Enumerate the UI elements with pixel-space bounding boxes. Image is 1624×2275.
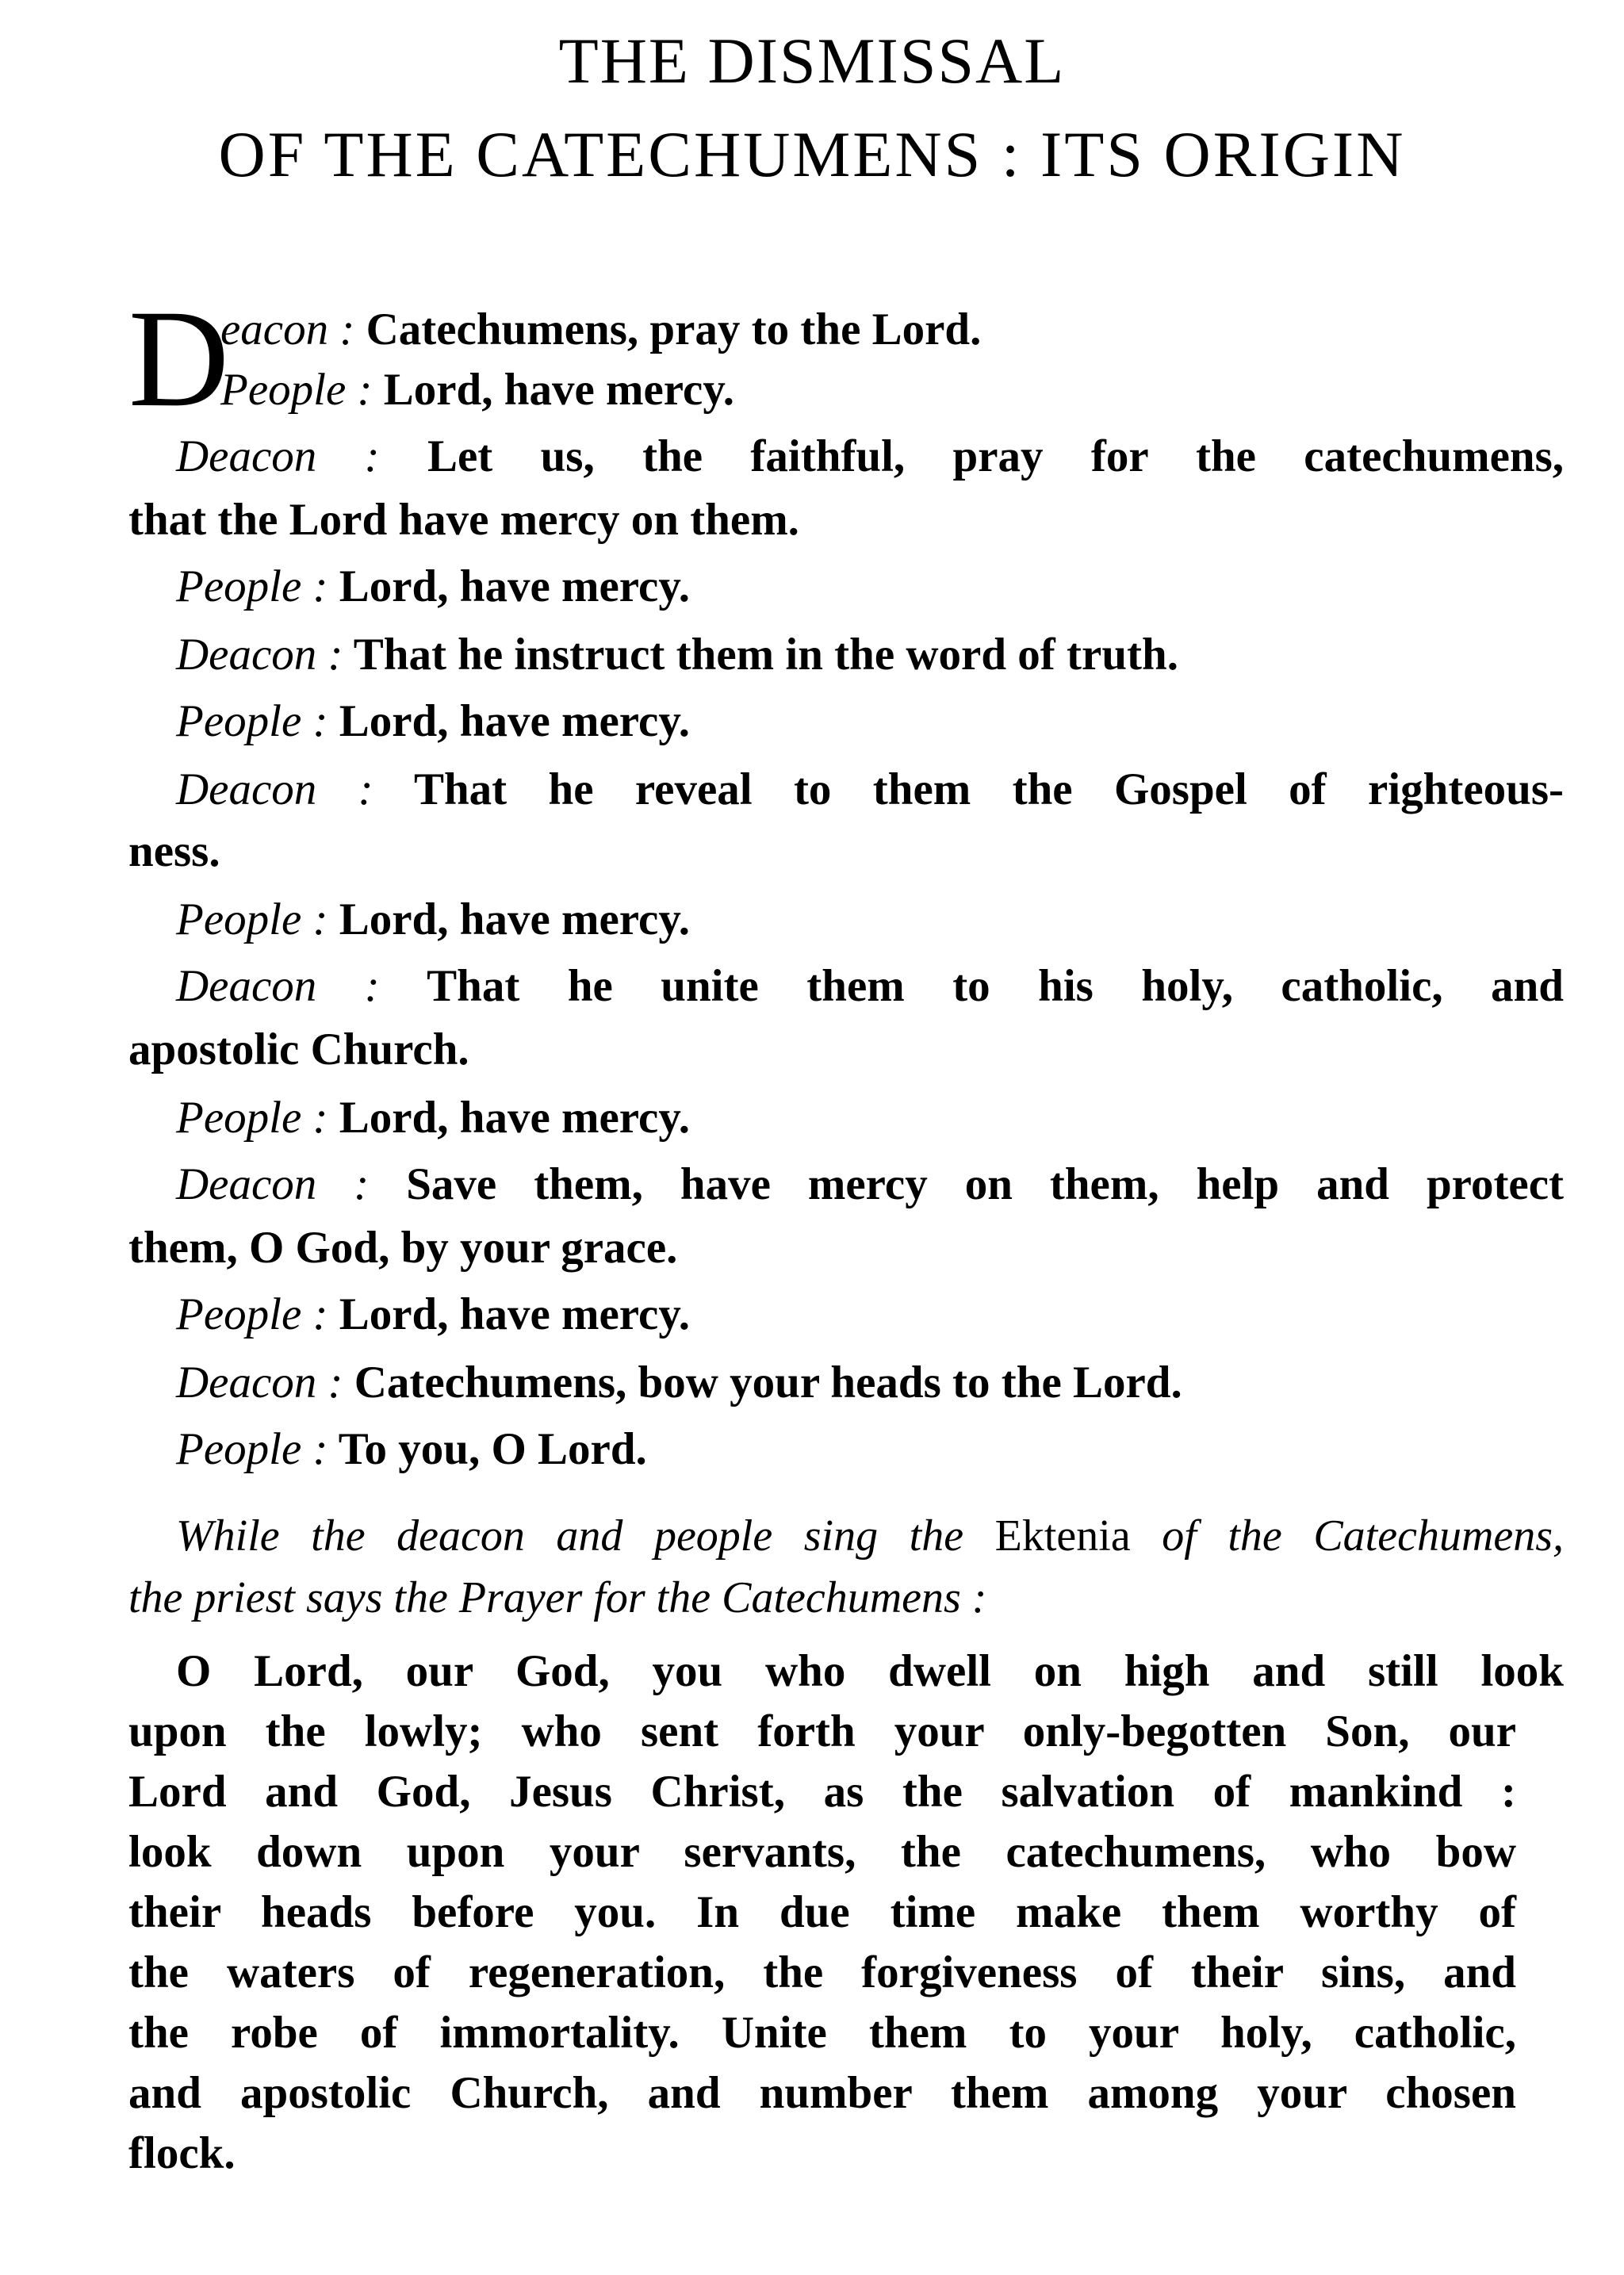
speaker-label: Deacon : (176, 630, 343, 680)
litany-line-5 (128, 557, 1564, 617)
litany-line-16 (128, 1285, 1564, 1345)
speaker-label: People : (176, 894, 328, 944)
litany-line-4 (128, 490, 1516, 550)
litany-line-7 (128, 691, 1564, 752)
speaker-label: People : (220, 365, 373, 415)
speaker-label: People : (176, 1289, 328, 1339)
litany-line-3 (128, 427, 1564, 487)
response-text: that the Lord have mercy on them. (128, 495, 799, 545)
litany-line-9 (128, 822, 1516, 882)
rubric-line-1 (128, 1505, 1564, 1567)
prayer-line-9: flock. (128, 2128, 236, 2178)
litany-line-2 (220, 360, 1608, 420)
response-text: That he instruct them in the word of truth. (353, 630, 1178, 680)
litany-line-6 (128, 625, 1564, 685)
response-text: Lord, have mercy. (339, 894, 690, 944)
response-text: To you, O Lord. (338, 1424, 647, 1474)
speaker-label: Deacon : (176, 1159, 370, 1209)
response-text: Let us, the faithful, pray for the catechumens, (427, 431, 1565, 481)
speaker-label: People : (176, 561, 328, 611)
litany-line-10 (128, 890, 1564, 950)
response-text: ness. (128, 826, 220, 876)
response-text: Lord, have mercy. (339, 1289, 690, 1339)
page-title-line-2: OF THE CATECHUMENS : ITS ORIGIN (218, 118, 1406, 190)
response-text: That he reveal to them the Gospel of righteous- (413, 764, 1564, 814)
speaker-label: Deacon : (176, 961, 380, 1011)
response-text: Lord, have mercy. (339, 696, 690, 746)
prayer-line-4: look down upon your servants, the catechumens, who bow (128, 1827, 1516, 1877)
litany-line-13 (128, 1088, 1564, 1148)
rubric-text: While the deacon and people sing the (176, 1511, 964, 1561)
prayer-line-1: O Lord, our God, you who dwell on high and still look (176, 1646, 1564, 1696)
prayer-line-5: their heads before you. In due time make them worthy of (128, 1887, 1516, 1937)
rubric-text: of the Catechumens, (1162, 1511, 1565, 1561)
litany-line-11 (128, 956, 1564, 1017)
prayer-line-7: the robe of immortality. Unite them to your holy, catholic, (128, 2008, 1516, 2058)
litany-line-1 (220, 300, 1608, 360)
speaker-label: Deacon : (176, 431, 380, 481)
litany-line-8 (128, 760, 1564, 820)
litany-line-12 (128, 1020, 1516, 1080)
prayer-line-2: upon the lowly; who sent forth your only-begotten Son, our (128, 1706, 1516, 1756)
response-text: apostolic Church. (128, 1025, 469, 1074)
response-text: them, O God, by your grace. (128, 1223, 678, 1273)
response-text: Save them, have mercy on them, help and protect (406, 1159, 1565, 1209)
litany-line-18 (128, 1419, 1564, 1480)
response-text: Lord, have mercy. (339, 561, 690, 611)
litany-line-17 (128, 1353, 1564, 1413)
response-text: Lord, have mercy. (383, 365, 734, 415)
speaker-label: Deacon : (176, 1358, 343, 1408)
litany-line-14 (128, 1155, 1564, 1215)
rubric-term: Ektenia (994, 1511, 1131, 1561)
speaker-label: Deacon : (176, 764, 373, 814)
litany-line-15 (128, 1218, 1516, 1278)
speaker-label: People : (176, 1093, 328, 1143)
prayer-line-8: and apostolic Church, and number them among your chosen (128, 2068, 1516, 2118)
prayer-line-3: Lord and God, Jesus Christ, as the salvation of mankind : (128, 1767, 1516, 1817)
drop-cap: D (128, 282, 230, 436)
speaker-label: eacon : (220, 304, 355, 354)
response-text: Lord, have mercy. (339, 1093, 690, 1143)
prayer-line-6: the waters of regeneration, the forgiveness of their sins, and (128, 1948, 1516, 1997)
response-text: Catechumens, pray to the Lord. (366, 304, 982, 354)
speaker-label: People : (176, 1424, 328, 1474)
page-title-line-1: THE DISMISSAL (558, 25, 1066, 97)
response-text: Catechumens, bow your heads to the Lord. (354, 1358, 1182, 1408)
response-text: That he unite them to his holy, catholic, and (427, 961, 1564, 1011)
rubric-line-2: the priest says the Prayer for the Catechumens : (128, 1573, 987, 1622)
speaker-label: People : (176, 696, 328, 746)
